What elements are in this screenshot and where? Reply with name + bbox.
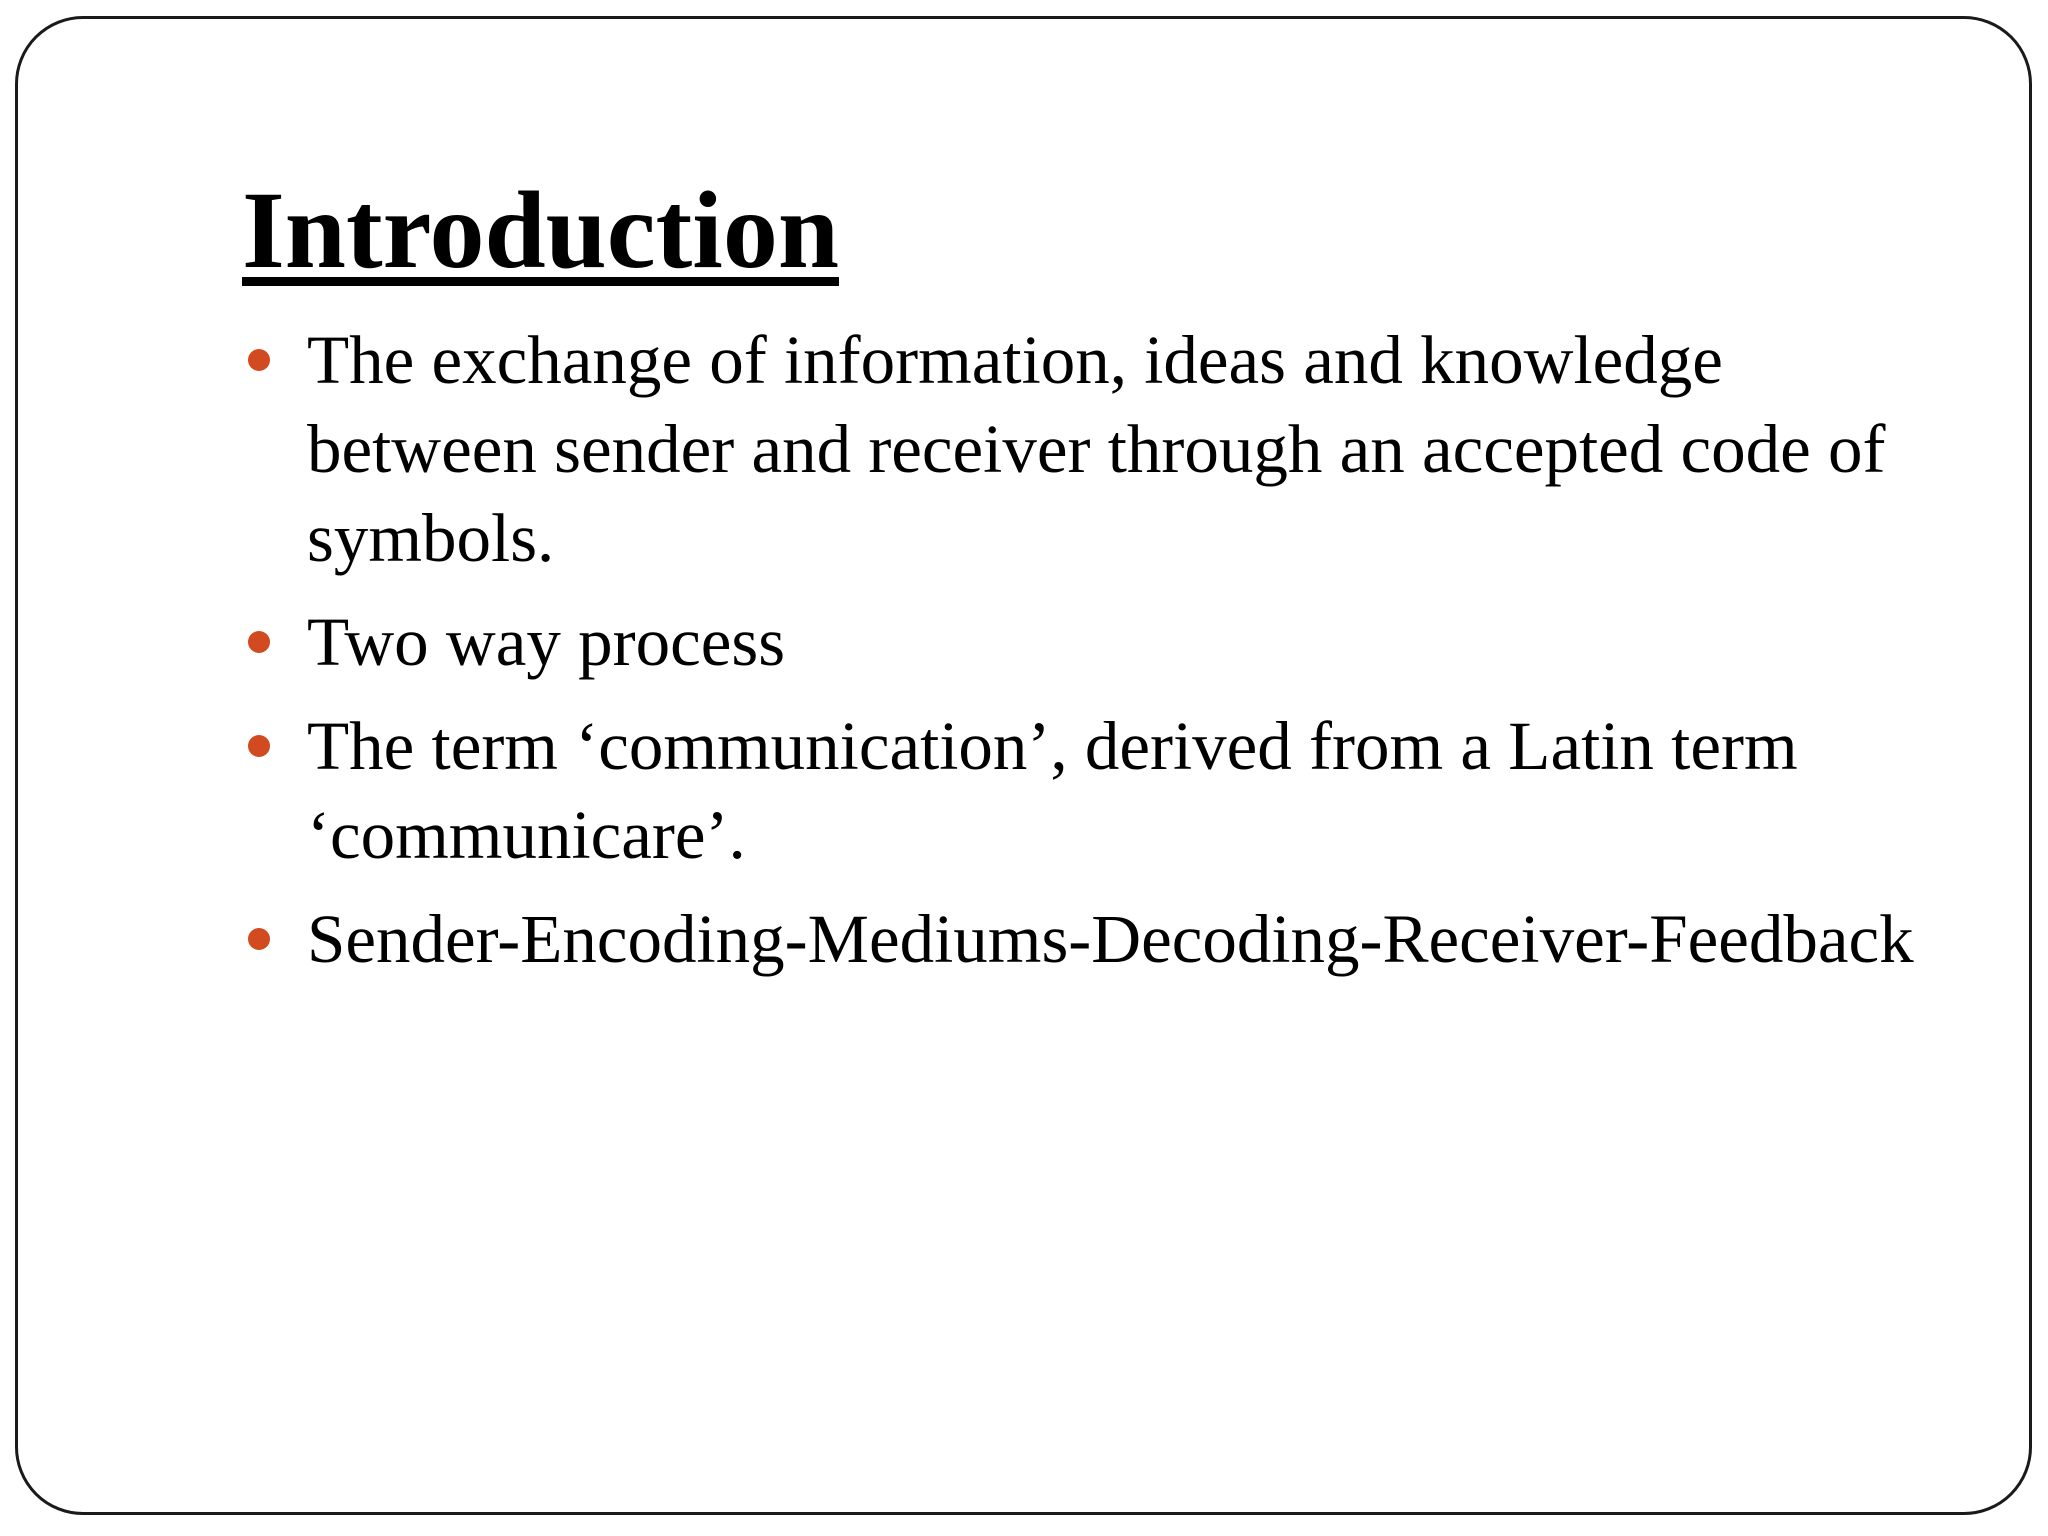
slide-frame	[15, 16, 2032, 1515]
bullet-text: Sender-Encoding-Mediums-Decoding-Receiver-Feedback	[307, 901, 1914, 978]
bullet-item-definition	[242, 316, 1952, 583]
bullet-dot-icon	[248, 631, 270, 653]
bullet-dot-icon	[248, 928, 270, 950]
bullet-dot-icon	[248, 349, 270, 371]
bullet-item-etymology	[242, 702, 1952, 880]
bullet-text: The exchange of information, ideas and knowledge between sender and receiver through an accepted code of symbols.	[307, 322, 1886, 577]
bullet-text: Two way process	[307, 604, 786, 681]
slide-content	[242, 169, 1952, 999]
bullet-item-process-chain	[242, 895, 1952, 984]
bullet-text: The term ‘communication’, derived from a Latin term ‘communicare’.	[307, 708, 1798, 874]
bullet-item-two-way	[242, 598, 1952, 687]
slide-title: Introduction	[242, 169, 839, 291]
bullet-dot-icon	[248, 735, 270, 757]
bullet-list	[242, 316, 1952, 984]
